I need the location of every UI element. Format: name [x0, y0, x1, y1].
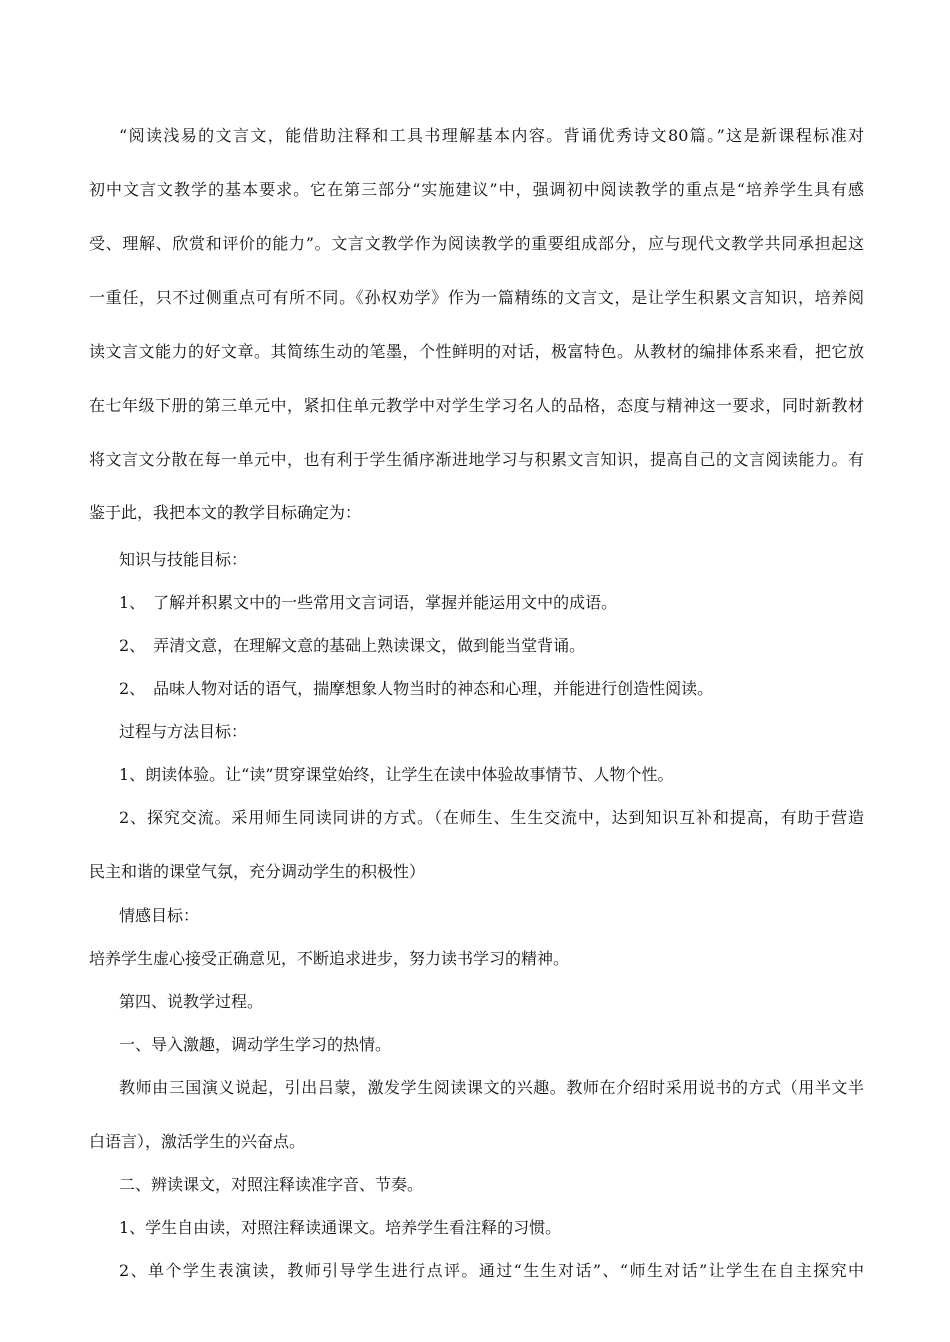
knowledge-item-1: 1、 了解并积累文中的一些常用文言词语，掌握并能运用文中的成语。: [119, 593, 618, 612]
intro-line-3: 受、理解、欣赏和评价的能力”。文言文教学作为阅读教学的重要组成部分，应与现代文教学共同承担起这: [89, 234, 864, 253]
intro-line-8: 鉴于此，我把本文的教学目标确定为：: [89, 503, 362, 522]
step-two-item-1: 1、学生自由读，对照注释读通课文。培养学生看注释的习惯。: [119, 1218, 562, 1237]
process-item-2-line-1: 2、探究交流。采用师生同读同讲的方式。（在师生、生生交流中，达到知识互补和提高，有助于营造: [119, 808, 864, 827]
knowledge-item-2: 2、 弄清文意，在理解文意的基础上熟读课文，做到能当堂背诵。: [119, 636, 586, 655]
step-one-line-1: 教师由三国演义说起，引出吕蒙，激发学生阅读课文的兴趣。教师在介绍时采用说书的方式（用半文半: [119, 1078, 864, 1097]
intro-line-1: “阅读浅易的文言文，能借助注释和工具书理解基本内容。背诵优秀诗文80篇。”这是新课程标准对: [119, 126, 864, 145]
section-four-heading: 第四、说教学过程。: [119, 992, 264, 1011]
step-two-item-2: 2、单个学生表演读，教师引导学生进行点评。通过“生生对话”、“师生对话”让学生在自主探究中: [119, 1261, 864, 1280]
step-one-heading: 一、导入激趣，调动学生学习的热情。: [119, 1035, 392, 1054]
process-heading: 过程与方法目标：: [119, 722, 248, 741]
emotion-text: 培养学生虚心接受正确意见，不断追求进步，努力读书学习的精神。: [89, 949, 570, 968]
intro-line-7: 将文言文分散在每一单元中，也有利于学生循序渐进地学习与积累文言知识，提高自己的文言阅读能力。有: [89, 450, 864, 469]
knowledge-item-3: 2、 品味人物对话的语气，揣摩想象人物当时的神态和心理，并能进行创造性阅读。: [119, 679, 714, 698]
intro-line-2: 初中文言文教学的基本要求。它在第三部分“实施建议”中，强调初中阅读教学的重点是“培养学生具有感: [89, 180, 864, 199]
process-item-2-line-2: 民主和谐的课堂气氛，充分调动学生的积极性）: [89, 862, 426, 881]
knowledge-heading: 知识与技能目标：: [119, 550, 248, 569]
intro-line-5: 读文言文能力的好文章。其简练生动的笔墨，个性鲜明的对话，极富特色。从教材的编排体系来看，把它放: [89, 342, 864, 361]
emotion-heading: 情感目标：: [119, 906, 200, 925]
process-item-1: 1、朗读体验。让“读”贯穿课堂始终，让学生在读中体验故事情节、人物个性。: [119, 765, 674, 784]
intro-line-6: 在七年级下册的第三单元中，紧扣住单元教学中对学生学习名人的品格，态度与精神这一要求，同时新教材: [89, 396, 864, 415]
intro-line-4: 一重任，只不过侧重点可有所不同。《孙权劝学》作为一篇精练的文言文，是让学生积累文言知识，培养阅: [89, 288, 864, 307]
step-two-heading: 二、辨读课文，对照注释读准字音、节奏。: [119, 1175, 424, 1194]
step-one-line-2: 白语言），激活学生的兴奋点。: [89, 1132, 306, 1151]
